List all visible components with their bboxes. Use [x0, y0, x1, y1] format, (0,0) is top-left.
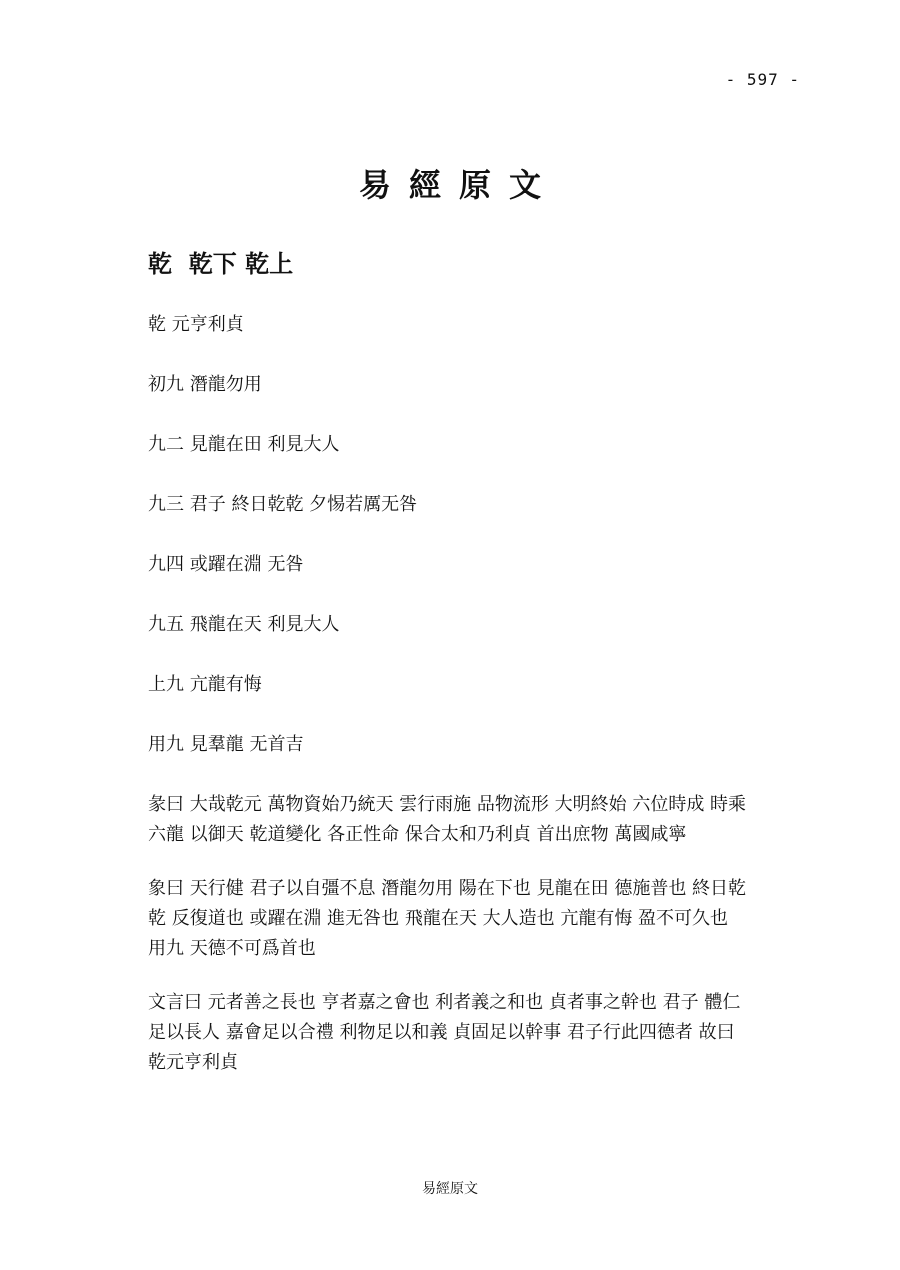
page-number: - 597 -	[725, 70, 800, 89]
paragraph-wenyan	[148, 988, 808, 1078]
body-text	[148, 310, 808, 1102]
text-line: 九三 君子 終日乾乾 夕惕若厲无咎	[148, 494, 418, 515]
text-line: 九四 或躍在淵 无咎	[148, 554, 304, 575]
text-line: 上九 亢龍有悔	[148, 674, 262, 695]
section-heading: 乾 乾下 乾上	[148, 249, 294, 278]
paragraph-line: 足以長人 嘉會足以合禮 利物足以和義 貞固足以幹事 君子行此四德者 故曰	[148, 1022, 735, 1043]
paragraph-line: 六龍 以御天 乾道變化 各正性命 保合太和乃利貞 首出庶物 萬國咸寧	[148, 824, 687, 845]
page-title: 易經原文	[358, 166, 559, 204]
text-line: 初九 潛龍勿用	[148, 374, 262, 395]
paragraph-line: 乾元亨利貞	[148, 1052, 238, 1073]
paragraph-xiang	[148, 874, 808, 964]
page-footer: 易經原文	[422, 1181, 478, 1197]
text-line: 九五 飛龍在天 利見大人	[148, 614, 340, 635]
paragraph-line: 乾 反復道也 或躍在淵 進无咎也 飛龍在天 大人造也 亢龍有悔 盈不可久也	[148, 908, 729, 929]
text-line: 乾 元亨利貞	[148, 314, 244, 335]
text-line: 用九 見羣龍 无首吉	[148, 734, 304, 755]
paragraph-tuan	[148, 790, 808, 850]
paragraph-line: 象曰 天行健 君子以自彊不息 潛龍勿用 陽在下也 見龍在田 德施普也 終日乾	[148, 878, 747, 899]
paragraph-line: 彖曰 大哉乾元 萬物資始乃統天 雲行雨施 品物流形 大明終始 六位時成 時乘	[148, 794, 747, 815]
paragraph-line: 文言曰 元者善之長也 亨者嘉之會也 利者義之和也 貞者事之幹也 君子 體仁	[148, 992, 741, 1013]
paragraph-line: 用九 天德不可爲首也	[148, 938, 316, 959]
text-line: 九二 見龍在田 利見大人	[148, 434, 340, 455]
